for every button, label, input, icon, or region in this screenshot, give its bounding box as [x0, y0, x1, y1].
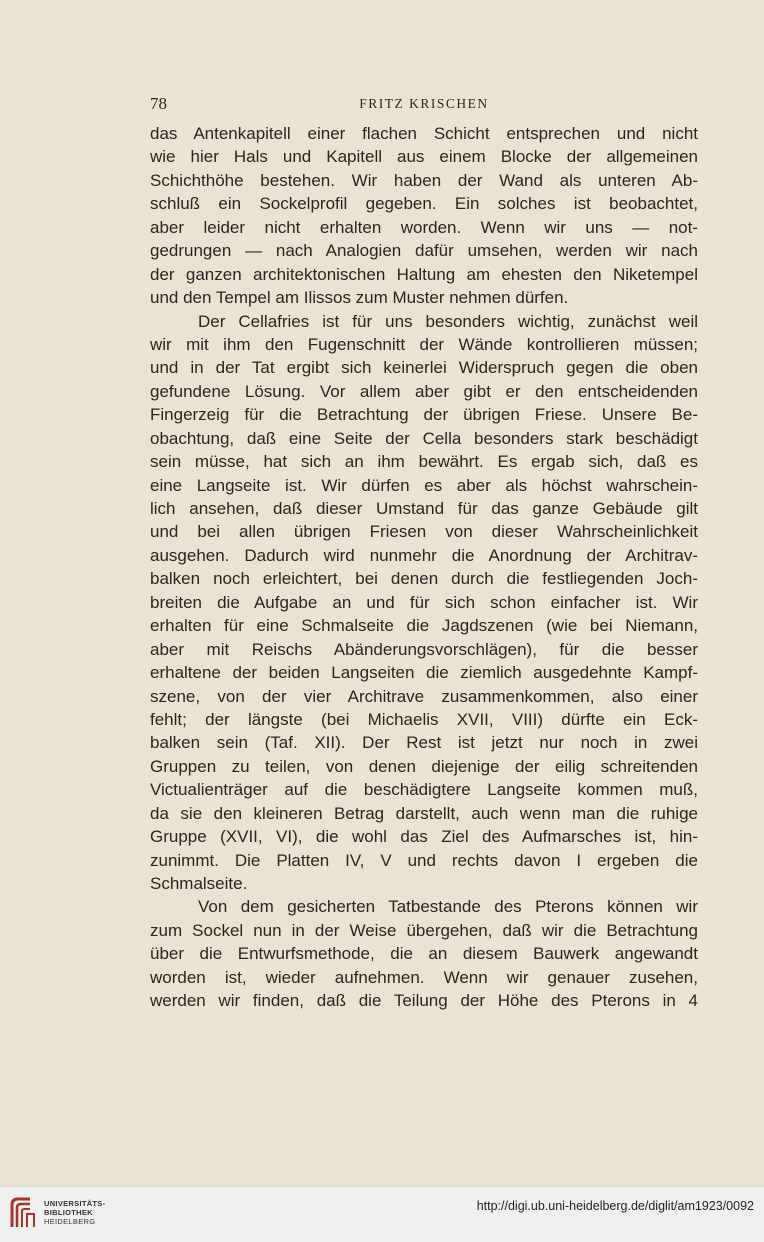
text-line: erhaltene der beiden Langseiten die ziemlich ausgedehnte Kampf- — [150, 663, 698, 683]
library-logo-text — [44, 1199, 105, 1226]
text-line: Fingerzeig für die Betrachtung der übrigen Friese. Unsere Be- — [150, 405, 698, 425]
text-line: gefundene Lösung. Vor allem aber gibt er den entscheidenden — [150, 381, 698, 401]
text-line: und den Tempel am Ilissos zum Muster nehmen dürfen. — [150, 288, 569, 308]
text-line: Gruppen zu teilen, von denen diejenige der eilig schreitenden — [150, 756, 698, 776]
text-line: ausgehen. Dadurch wird nunmehr die Anordnung der Architrav- — [150, 545, 698, 565]
text-line: Gruppe (XVII, VI), die wohl das Ziel des Aufmarsches ist, hin- — [150, 827, 698, 847]
page-header — [150, 94, 698, 118]
library-logo-icon — [8, 1195, 38, 1231]
text-line: wir mit ihm den Fugenschnitt der Wände kontrollieren müssen; — [150, 334, 698, 354]
text-line: worden ist, wieder aufnehmen. Wenn wir genauer zusehen, — [150, 967, 698, 987]
text-line: sein müsse, hat sich an ihm bewährt. Es ergab sich, daß es — [150, 452, 698, 472]
text-line: erhalten für eine Schmalseite die Jagdszenen (wie bei Niemann, — [150, 616, 698, 636]
text-line: eine Langseite ist. Wir dürfen es aber als höchst wahrschein- — [150, 475, 698, 495]
text-line: Schmalseite. — [150, 874, 248, 893]
text-line: aber mit Reischs Abänderungsvorschlägen), für die besser — [150, 639, 698, 659]
page-number: 78 — [150, 94, 167, 113]
text-line: da sie den kleineren Betrag darstellt, auch wenn man die ruhige — [150, 803, 698, 823]
text-line: und bei allen übrigen Friesen von dieser Wahrscheinlichkeit — [150, 522, 698, 542]
text-line: balken sein (Taf. XII). Der Rest ist jetzt nur noch in zwei — [150, 733, 698, 753]
text-line: Victualienträger auf die beschädigtere Langseite kommen muß, — [150, 780, 698, 800]
text-line: fehlt; der längste (bei Michaelis XVII, VIII) dürfte ein Eck- — [150, 709, 698, 729]
paragraph-first-line: Von dem gesicherten Tatbestande des Pterons können wir — [198, 897, 698, 917]
viewer-footer — [0, 1186, 764, 1242]
text-line: zum Sockel nun in der Weise übergehen, daß wir die Betrachtung — [150, 920, 698, 940]
body-text — [150, 122, 698, 1013]
logo-line: BIBLIOTHEK — [44, 1208, 93, 1217]
text-line: obachtung, daß eine Seite der Cella besonders stark beschädigt — [150, 428, 698, 448]
logo-line: HEIDELBERG — [44, 1217, 96, 1226]
text-line: breiten die Aufgabe an und für sich schon einfacher ist. Wir — [150, 592, 698, 612]
text-line: werden wir finden, daß die Teilung der Höhe des Pterons in 4 — [150, 991, 698, 1011]
text-line: szene, von der vier Architrave zusammenkommen, also einer — [150, 686, 698, 706]
running-head: FRITZ KRISCHEN — [359, 96, 489, 111]
text-line: über die Entwurfsmethode, die an diesem Bauwerk angewandt — [150, 944, 698, 964]
logo-line: UNIVERSITÄTS- — [44, 1199, 106, 1208]
text-line: und in der Tat ergibt sich keinerlei Widerspruch gegen die oben — [150, 358, 698, 378]
text-line: balken noch erleichtert, bei denen durch die festliegenden Joch- — [150, 569, 698, 589]
text-line: lich ansehen, daß dieser Umstand für das ganze Gebäude gilt — [150, 499, 698, 518]
text-line: wie hier Hals und Kapitell aus einem Blocke der allgemeinen — [150, 147, 698, 167]
text-line: aber leider nicht erhalten worden. Wenn wir uns — not- — [150, 217, 698, 237]
text-line: das Antenkapitell einer flachen Schicht entsprechen und nicht — [150, 124, 698, 143]
text-line: der ganzen architektonischen Haltung am ehesten den Niketempel — [150, 264, 698, 284]
text-line: Schichthöhe bestehen. Wir haben der Wand als unteren Ab- — [150, 170, 698, 190]
paragraph-first-line: Der Cellafries ist für uns besonders wichtig, zunächst weil — [198, 311, 698, 331]
permalink-url[interactable]: http://digi.ub.uni-heidelberg.de/diglit/am1923/0092 — [476, 1199, 754, 1213]
text-line: gedrungen — nach Analogien dafür umsehen, werden wir nach — [150, 241, 698, 261]
text-line: zunimmt. Die Platten IV, V und rechts davon I ergeben die — [150, 850, 698, 870]
text-line: schluß ein Sockelprofil gegeben. Ein solches ist beobachtet, — [150, 194, 698, 214]
